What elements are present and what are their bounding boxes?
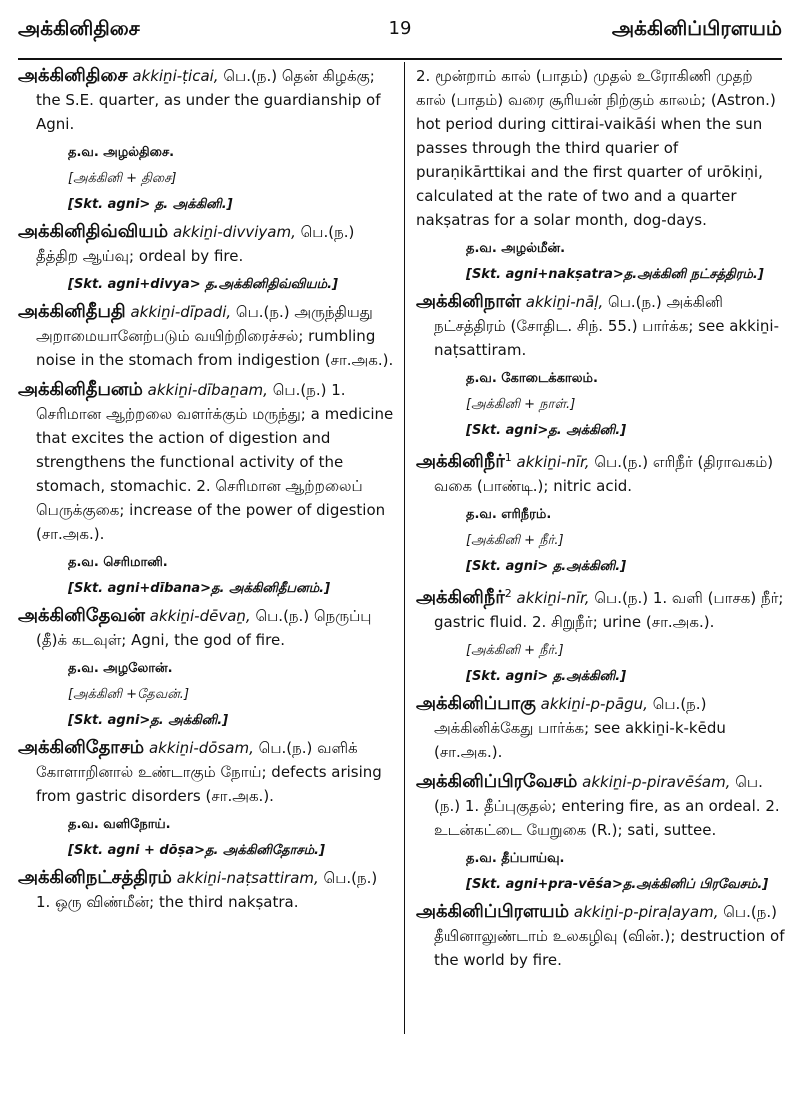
definition: பெ.(ந.) எரிநீர் (திராவகம்) வகை (பாண்டி.); nitric acid. (434, 453, 774, 495)
headword: அக்கினிநட்சத்திரம் (18, 867, 172, 888)
transliteration: akkiṉi-naṭsattiram, (176, 869, 319, 887)
headword: அக்கினிதோசம் (18, 737, 145, 758)
etymology-note: [Skt. agni + dōṣa>த. அக்கினிதோசம்.] (68, 843, 325, 858)
etymology-note: [Skt. agni> த. அக்கினி.] (68, 197, 233, 212)
transliteration: akkiṉi-dōsam, (148, 739, 254, 757)
etymology-note: [அக்கினி + நாள்.] (466, 397, 576, 412)
headword: அக்கினிதேவன் (18, 605, 145, 626)
definition: பெ.(ந.) நெருப்பு (தீ)க் கடவுள்; Agni, the god of fire. (36, 607, 372, 649)
etymology-note: [Skt. agni> த.அக்கினி.] (466, 559, 627, 574)
entry-continuation (416, 64, 786, 232)
transliteration: akkiṉi-p-piravēśam, (582, 773, 731, 791)
transliteration: akkiṉi-ṭicai, (132, 67, 219, 85)
header-rule (18, 58, 782, 60)
etymology-note: த.வ. அழலோன். (68, 661, 173, 676)
entry (18, 220, 396, 268)
transliteration: akkiṉi-divviyam, (172, 223, 296, 241)
etymology-note: த.வ. எரிநீரம். (466, 507, 552, 522)
headword: அக்கினிப்பிரவேசம் (416, 771, 578, 792)
homonym-number: 1 (504, 451, 512, 464)
definition: பெ.(ந.) வளிக் கோளாறினால் உண்டாகும் நோய்; defects arising from gastric disorders (சா.அக.). (36, 739, 382, 805)
header-right-word: அக்கினிப்பிரளயம் (611, 16, 782, 40)
entry (416, 446, 786, 498)
transliteration: akkiṉi-dēvaṉ, (149, 607, 251, 625)
entry (416, 770, 786, 842)
transliteration: akkiṉi-dībaṉam, (147, 381, 268, 399)
headword: அக்கினிதீபனம் (18, 379, 143, 400)
etymology-note: த.வ. அழல்திசை. (68, 145, 175, 160)
entry (416, 290, 786, 362)
definition: பெ.(ந.) அக்கினிக்கேது பார்க்க; see akkiṉi-k-kēdu (சா.அக.). (434, 695, 726, 761)
entry (18, 378, 396, 546)
definition: பெ.(ந.) 1. செரிமான ஆற்றலை வளர்க்கும் மருந்து; a medicine that excites the action of digestion and strengthens the functional activity of the stomach, stomachic. 2. செரிமான ஆற்றலைப் பெருக்குகை; increase of the power of digestion (சா.அக.). (36, 381, 394, 543)
homonym-number: 2 (504, 587, 512, 600)
etymology-note: த.வ. செரிமானி. (68, 555, 168, 570)
etymology-note: [Skt. agni+divya> த.அக்கினிதிவ்வியம்.] (68, 277, 338, 292)
entry (416, 582, 786, 634)
headword: அக்கினிதிசை (18, 65, 128, 86)
headword: அக்கினிதிவ்வியம் (18, 221, 169, 242)
etymology-note: [அக்கினி + நீர்.] (466, 643, 564, 658)
definition: பெ.(ந.) அக்கினி நட்சத்திரம் (சோதிட. சிந். 55.) பார்க்க; see akkiṉi-naṭsattiram. (434, 293, 780, 359)
etymology-note: [Skt. agni> த.அக்கினி.] (466, 669, 627, 684)
transliteration: akkiṉi-dīpadi, (130, 303, 232, 321)
headword: அக்கினிநீர் (416, 451, 505, 472)
headword: அக்கினிநீர் (416, 587, 505, 608)
headword: அக்கினிப்பிரளயம் (416, 901, 570, 922)
column-divider (404, 62, 405, 1034)
definition: பெ.(ந.) 1. தீப்புகுதல்; entering fire, as an ordeal. 2. உடன்கட்டை யேறுகை (R.); sati, suttee. (434, 773, 780, 839)
etymology-note: [அக்கினி + நீர்.] (466, 533, 564, 548)
entry (18, 866, 396, 914)
etymology-note: [Skt. agni+pra-vēśa>த.அக்கினிப் பிரவேசம்.] (466, 877, 769, 892)
headword: அக்கினிநாள் (416, 291, 521, 312)
entry (18, 300, 396, 372)
definition: பெ.(ந.) தீத்திற ஆய்வு; ordeal by fire. (36, 223, 355, 265)
headword: அக்கினிப்பாகு (416, 693, 536, 714)
headword: அக்கினிதீபதி (18, 301, 126, 322)
page-number: 19 (388, 18, 412, 39)
etymology-note: [Skt. agni+dībana>த. அக்கினிதீபனம்.] (68, 581, 331, 596)
transliteration: akkiṉi-p-pāgu, (540, 695, 648, 713)
etymology-note: [அக்கினி +தேவன்.] (68, 687, 190, 702)
etymology-note: [Skt. agni>த. அக்கினி.] (68, 713, 229, 728)
transliteration: akkiṉi-nāḷ, (525, 293, 604, 311)
definition: பெ.(ந.) அருந்தியது அறாமையானேற்படும் வயிற்றிரைச்சல்; rumbling noise in the stomach from indigestion (சா.அக.). (36, 303, 394, 369)
definition: பெ.(ந.) 1. ஒரு விண்மீன்; the third nakṣatra. (36, 869, 378, 911)
etymology-note: [அக்கினி + திசை] (68, 171, 177, 186)
etymology-note: த.வ. அழல்மீன். (466, 241, 566, 256)
definition: பெ.(ந.) தீயினாலுண்டாம் உலகழிவு (வின்.); destruction of the world by fire. (434, 903, 785, 969)
transliteration: akkiṉi-p-piraḷayam, (573, 903, 719, 921)
transliteration: akkiṉi-nīr, (516, 453, 590, 471)
transliteration: akkiṉi-nīr, (516, 589, 590, 607)
page-header (18, 10, 782, 50)
definition: பெ.(ந.) 1. வளி (பாசக) நீர்; gastric fluid. 2. சிறுநீர்; urine (சா.அக.). (434, 589, 784, 631)
entry (18, 736, 396, 808)
entry (416, 692, 786, 764)
etymology-note: [Skt. agni+nakṣatra>த.அக்கினி நட்சத்திரம்.] (466, 267, 764, 282)
definition: 2. மூன்றாம் கால் (பாதம்) முதல் உரோகிணி முதற் கால் (பாதம்) வரை சூரியன் நிற்கும் காலம்; (Astron.) hot period during cittirai-vaikāśi when the sun passes through the third quarier of puraṇikārttikai and the first quarter of urōkiṇi, calculated at the rate of two and a quarter nakṣatras for a solar month, dog-days. (416, 67, 776, 229)
entry (18, 64, 396, 136)
entry (18, 604, 396, 652)
header-left-word: அக்கினிதிசை (18, 16, 140, 40)
right-column (416, 64, 786, 978)
left-column (18, 64, 396, 920)
definition: பெ.(ந.) தென் கிழக்கு; the S.E. quarter, as under the guardianship of Agni. (36, 67, 381, 133)
etymology-note: த.வ. வளிநோய். (68, 817, 171, 832)
etymology-note: [Skt. agni>த. அக்கினி.] (466, 423, 627, 438)
etymology-note: த.வ. கோடைக்காலம். (466, 371, 598, 386)
etymology-note: த.வ. தீப்பாய்வு. (466, 851, 565, 866)
entry (416, 900, 786, 972)
